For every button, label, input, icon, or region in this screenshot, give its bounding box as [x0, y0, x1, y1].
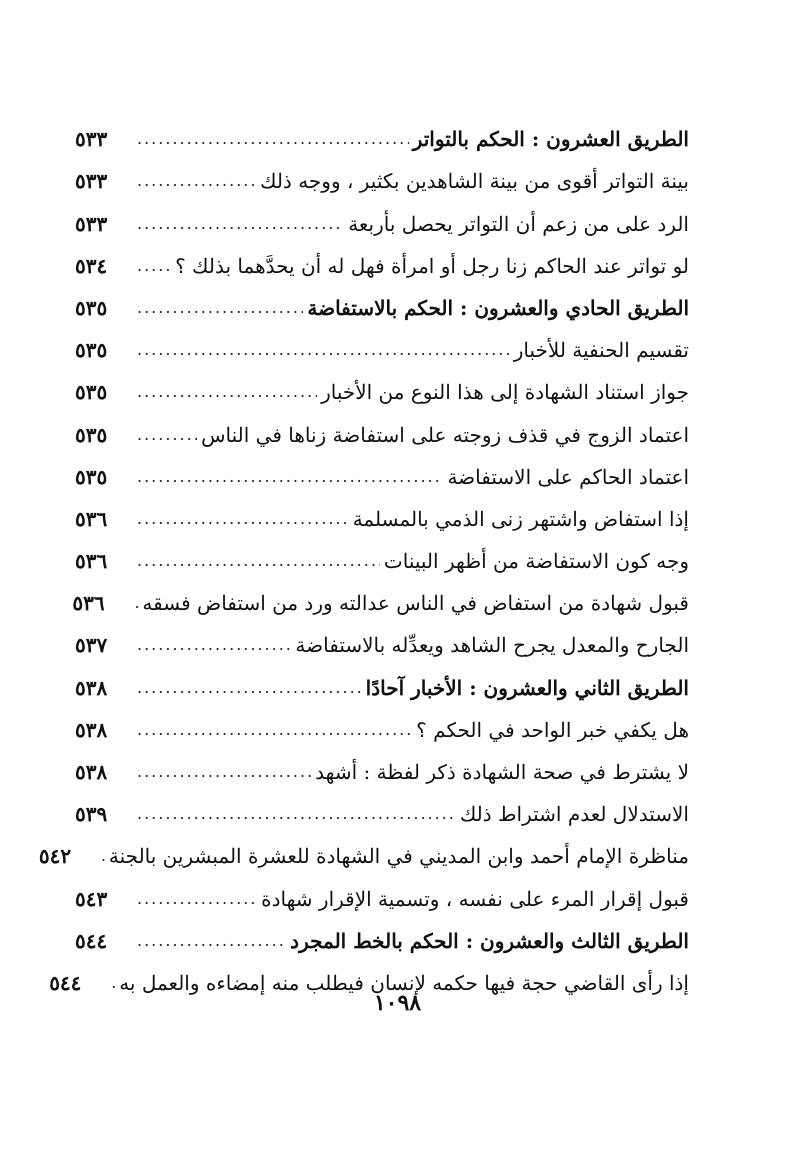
toc-entry-title: الرد على من زعم أن التواتر يحصل بأربعة: [348, 211, 689, 236]
toc-entry-page: ٥٤٣: [75, 886, 108, 911]
dot-leader: [133, 422, 197, 448]
dot-leader: [133, 211, 344, 237]
dot-leader: [133, 632, 291, 658]
toc-entry-page: ٥٤٢: [38, 844, 72, 869]
toc-entry: [75, 152, 689, 194]
toc-entry-title: الاستدلال لعدم اشتراط ذلك: [459, 802, 689, 827]
toc-entry-page: ٥٣٦: [75, 549, 108, 574]
toc-entry-title: إذا رأى القاضي حجة فيها حكمه لإنسان فيطلب منه إمضاءه والعمل به: [119, 970, 689, 995]
toc-section-heading: [75, 110, 689, 152]
dot-leader: [130, 590, 138, 616]
toc-entry: [75, 701, 689, 743]
dot-leader: [133, 759, 311, 785]
toc-entry-title: الطريق الحادي والعشرون : الحكم بالاستفاضة: [307, 295, 689, 320]
toc-entry: [75, 869, 689, 911]
toc-entry: [38, 827, 689, 869]
dot-leader: [133, 928, 286, 954]
dot-leader: [133, 464, 443, 490]
dot-leader: [133, 801, 456, 827]
dot-leader: [133, 717, 412, 743]
toc-entry-title: إذا استفاض واشتهر زنى الذمي بالمسلمة: [352, 506, 689, 531]
toc-entry-page: ٥٣٩: [75, 802, 108, 827]
toc-entry: [75, 532, 689, 574]
toc-entry-page: ٥٣٣: [75, 211, 108, 236]
toc-entry-title: قبول شهادة من استفاض في الناس عدالته ورد من استفاض فسقه: [142, 591, 689, 616]
page-number: ١٠٩٨: [373, 990, 422, 1016]
toc-entry-page: ٥٣٦: [72, 591, 105, 616]
toc-entry-title: اعتماد الزوج في قذف زوجته على استفاضة زناها في الناس: [201, 422, 689, 447]
toc-entry-page: ٥٣٨: [75, 760, 108, 784]
dot-leader: [133, 337, 510, 363]
toc-entry-title: قبول إقرار المرء على نفسه ، وتسمية الإقرار شهادة: [261, 886, 689, 911]
toc-entry-page: ٥٤٤: [49, 970, 82, 995]
toc-entry-title: تقسيم الحنفية للأخبار: [513, 338, 689, 363]
toc-entry-title: مناظرة الإمام أحمد وابن المديني في الشهادة للعشرة المبشرين بالجنة: [108, 844, 689, 869]
toc-entry: [75, 363, 689, 405]
toc-entry-title: اعتماد الحاكم على الاستفاضة: [447, 464, 689, 489]
toc-entry-page: ٥٣٨: [75, 675, 108, 700]
toc-entry-page: ٥٣٧: [75, 633, 108, 658]
toc-section-heading: [75, 279, 689, 321]
toc-entry: [75, 743, 689, 785]
toc-entry: [75, 490, 689, 532]
toc-entry-page: ٥٣٥: [75, 464, 108, 489]
dot-leader: [133, 126, 409, 152]
toc-entry-title: الطريق العشرون : الحكم بالتواتر: [412, 127, 689, 152]
toc-entry: [75, 194, 689, 236]
toc-entry-title: الطريق الثالث والعشرون : الحكم بالخط المجرد: [290, 928, 689, 953]
dot-leader: [133, 168, 256, 194]
toc-section-heading: [75, 912, 689, 954]
toc-entry-page: ٥٤٤: [75, 928, 108, 953]
dot-leader: [133, 379, 317, 405]
toc-entry-title: هل يكفي خبر الواحد في الحكم ؟: [416, 717, 689, 742]
toc-entry-title: وجه كون الاستفاضة من أظهر البينات: [383, 549, 689, 574]
toc-entry: [72, 574, 689, 616]
dot-leader: [133, 253, 171, 279]
dot-leader: [133, 886, 257, 912]
dot-leader: [133, 295, 303, 321]
toc-section-heading: [75, 658, 689, 700]
toc-entry-title: الجارح والمعدل يجرح الشاهد ويعدِّله بالاستفاضة: [295, 633, 689, 658]
toc-entry-page: ٥٣٥: [75, 338, 108, 363]
toc-entry: [75, 321, 689, 363]
toc-entry: [75, 785, 689, 827]
toc-entry-title: لا يشترط في صحة الشهادة ذكر لفظة : أشهد: [315, 760, 689, 784]
toc-entry-page: ٥٣٣: [75, 127, 108, 152]
toc-entry-title: بينة التواتر أقوى من بينة الشاهدين بكثير ، ووجه ذلك: [259, 169, 689, 194]
toc-entry-page: ٥٣٥: [75, 295, 108, 320]
toc-entry-title: لو تواتر عند الحاكم زنا رجل أو امرأة فهل له أن يحدَّهما بذلك ؟: [175, 253, 689, 278]
table-of-contents: [38, 110, 689, 996]
toc-entry-title: الطريق الثاني والعشرون : الأخبار آحادًا: [365, 675, 689, 700]
dot-leader: [133, 675, 362, 701]
dot-leader: [97, 843, 105, 869]
dot-leader: [133, 548, 380, 574]
toc-entry-page: ٥٣٥: [75, 422, 108, 447]
toc-entry-page: ٥٣٨: [75, 717, 108, 742]
toc-entry: [75, 237, 689, 279]
toc-entry-title: جواز استناد الشهادة إلى هذا النوع من الأخبار: [321, 380, 689, 405]
toc-entry-page: ٥٣٤: [75, 253, 108, 278]
dot-leader: [133, 506, 349, 532]
toc-entry-page: ٥٣٦: [75, 506, 108, 531]
toc-entry: [75, 448, 689, 490]
toc-entry-page: ٥٣٥: [75, 380, 108, 405]
toc-entry-page: ٥٣٣: [75, 169, 108, 194]
toc-entry: [75, 616, 689, 658]
toc-entry: [75, 405, 689, 447]
